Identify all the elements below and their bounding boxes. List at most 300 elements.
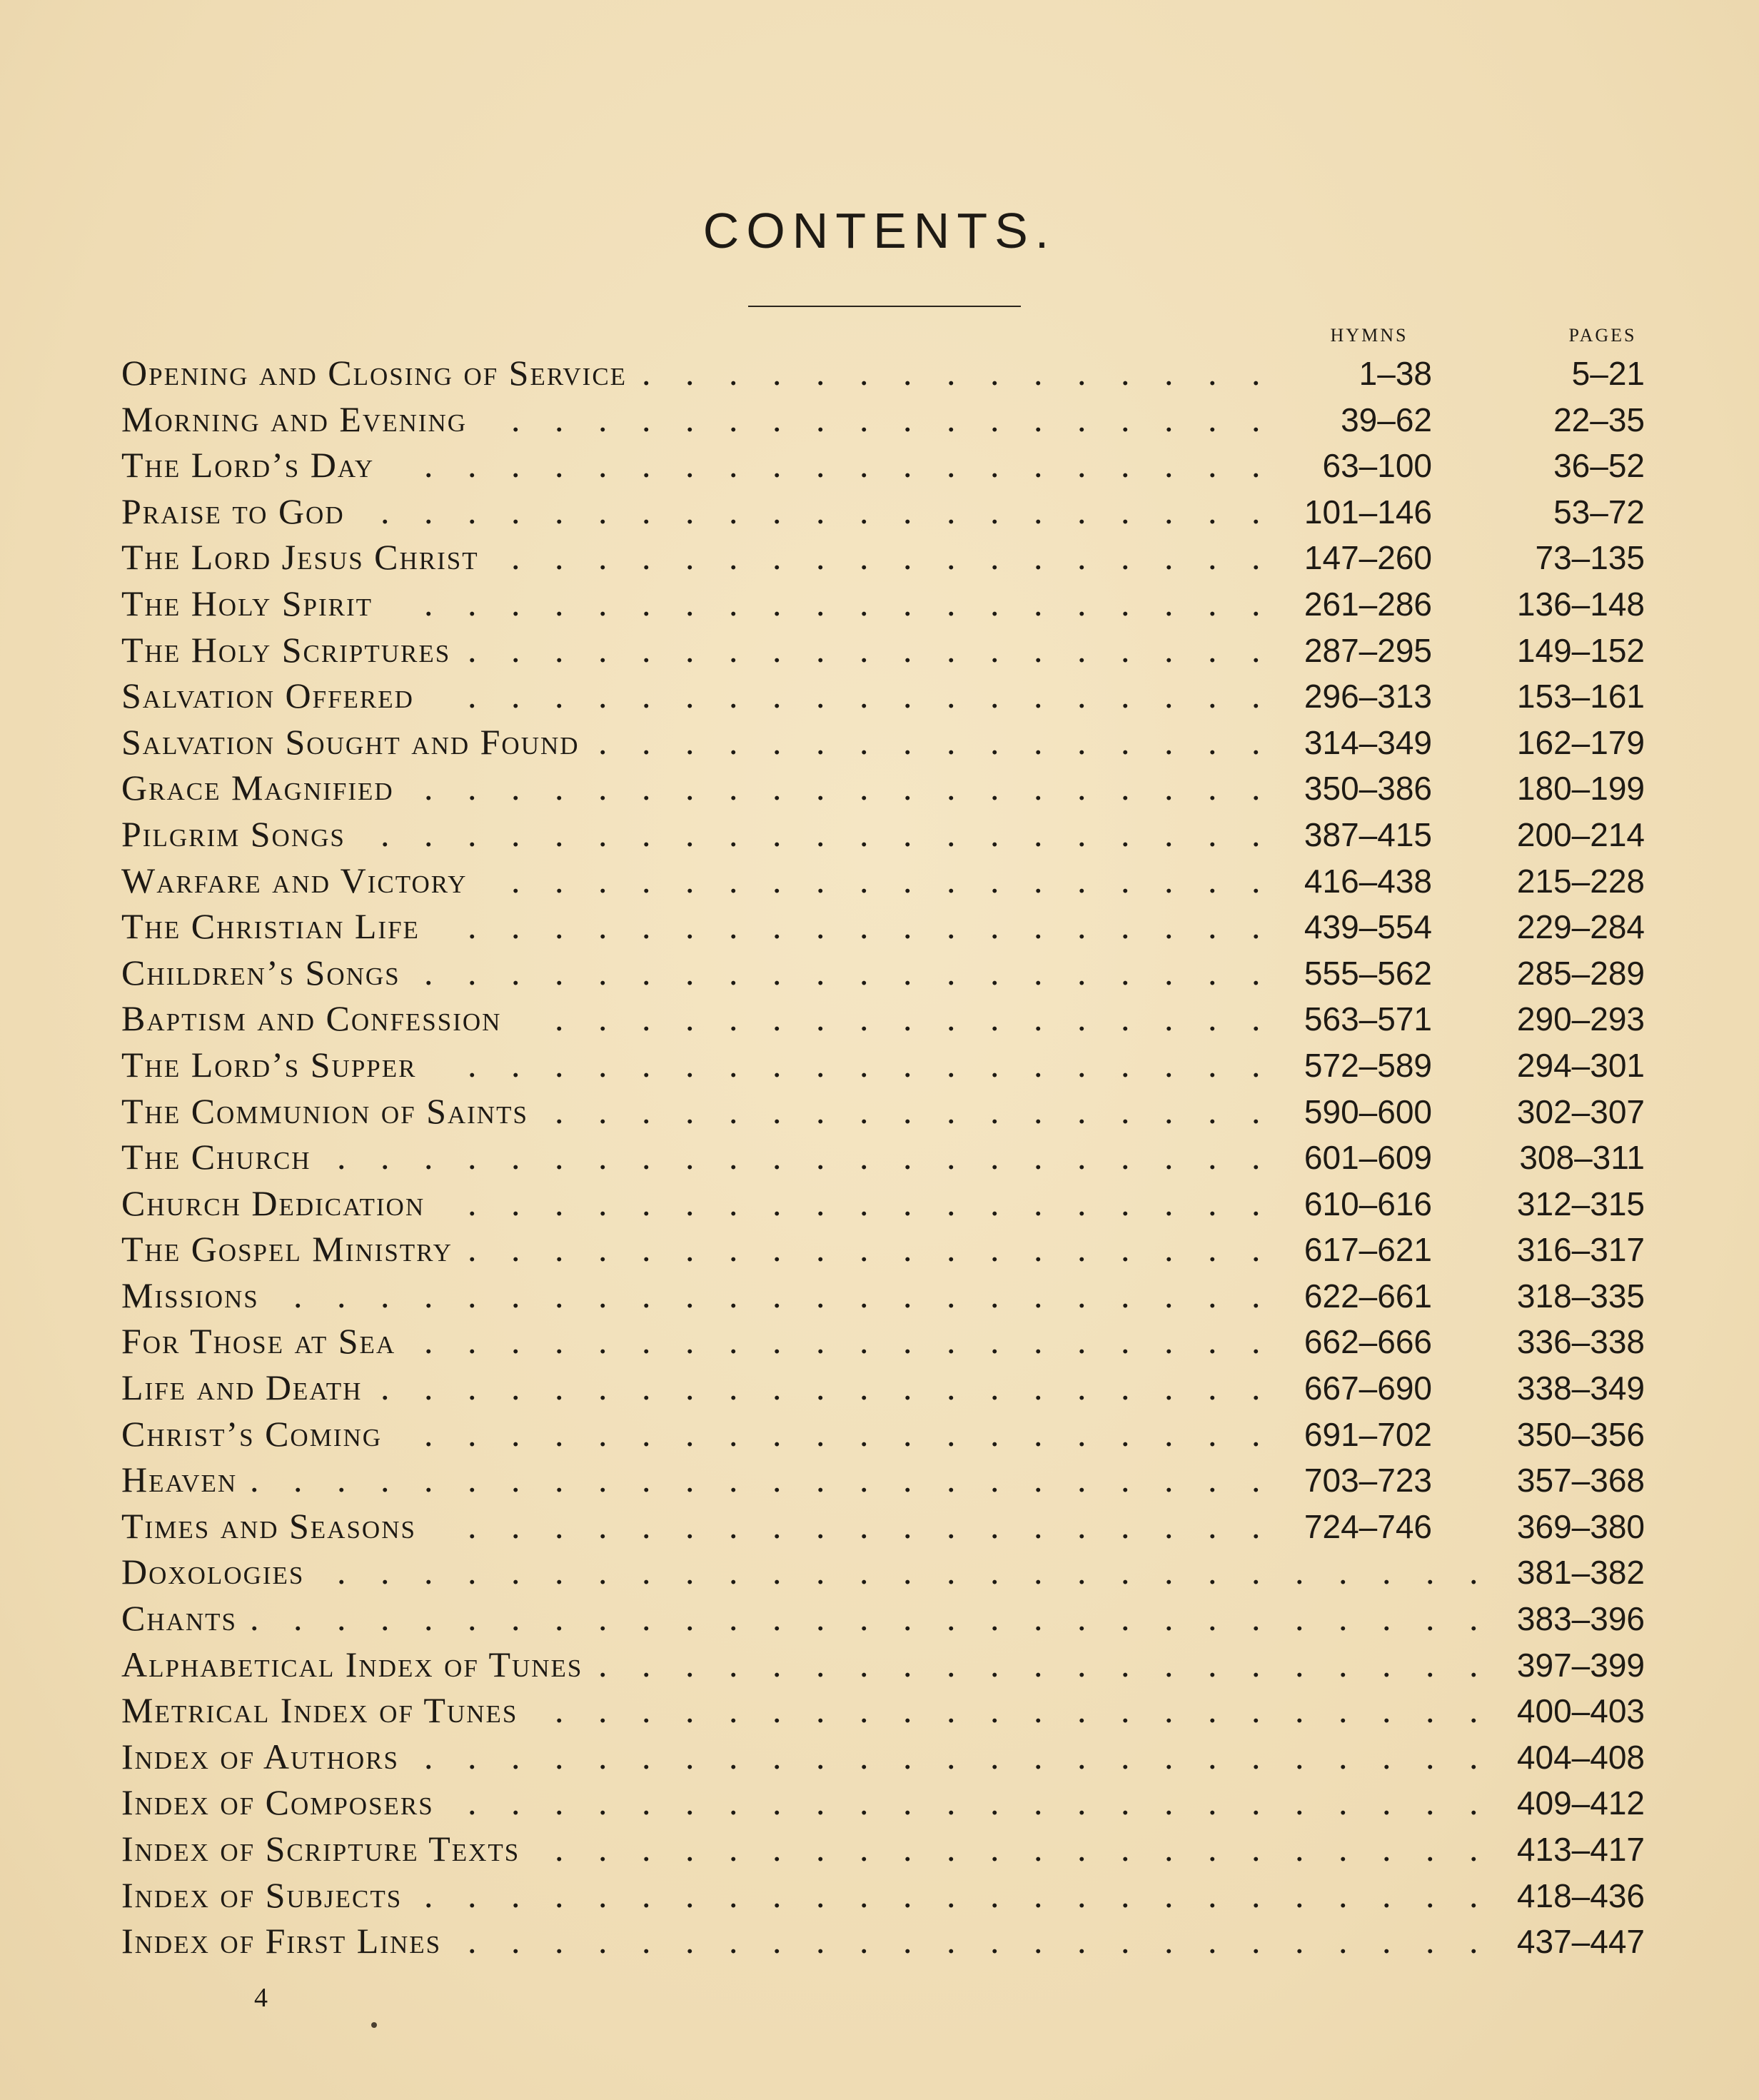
- entry-label: Missions: [121, 1275, 259, 1315]
- leader-dot: .: [947, 1829, 956, 1869]
- contents-entry: [0, 763, 1759, 810]
- leader-dot: .: [1077, 1229, 1087, 1270]
- leader-dot: .: [860, 398, 869, 439]
- leader-dot: .: [685, 998, 695, 1039]
- leader-dot: .: [729, 1598, 738, 1639]
- leader-dot: .: [1208, 1275, 1217, 1315]
- leader-dot: .: [1426, 1921, 1435, 1961]
- leader-dot: .: [772, 1321, 782, 1362]
- leader-dot: .: [816, 1413, 825, 1454]
- leader-dot: .: [1251, 952, 1261, 993]
- leader-dot: .: [1077, 1874, 1087, 1915]
- leader-dot: .: [860, 1460, 869, 1500]
- leader-dot: .: [642, 1090, 651, 1131]
- leader-dot: .: [816, 721, 825, 762]
- leader-dot: .: [772, 1782, 782, 1823]
- leader-dot: .: [1121, 813, 1130, 854]
- entry-label: The Lord’s Supper: [121, 1044, 417, 1085]
- leader-dot: .: [511, 675, 520, 716]
- contents-entry: [0, 1594, 1759, 1640]
- leader-dot: .: [1469, 1874, 1478, 1915]
- leader-dot: .: [511, 1182, 520, 1223]
- leader-dot: .: [685, 1874, 695, 1915]
- leader-dot: .: [293, 1460, 303, 1500]
- entry-label: Church Dedication: [121, 1182, 425, 1223]
- leader-dot: .: [424, 1598, 433, 1639]
- leader-dot: .: [947, 1182, 956, 1223]
- leader-dot: .: [729, 1044, 738, 1085]
- entry-hymns: 555–562: [1304, 954, 1432, 992]
- leader-dot: .: [729, 860, 738, 900]
- leader-dot: .: [1208, 1552, 1217, 1592]
- leader-dot: .: [1121, 860, 1130, 900]
- leader-dot: .: [860, 1782, 869, 1823]
- leader-dot: .: [1164, 1874, 1174, 1915]
- leader-dot: .: [468, 491, 477, 531]
- leader-dot: .: [990, 1275, 999, 1315]
- leader-dot: .: [1164, 721, 1174, 762]
- entry-hymns: 261–286: [1304, 585, 1432, 623]
- leader-dot: .: [685, 1090, 695, 1131]
- leader-dot: .: [947, 1505, 956, 1546]
- leader-dot: .: [1164, 583, 1174, 623]
- leader-dot: .: [380, 1552, 390, 1592]
- leader-dot: .: [1339, 1921, 1348, 1961]
- entry-label: For Those at Sea: [121, 1321, 396, 1362]
- leader-dot: .: [947, 1090, 956, 1131]
- leader-dot: .: [903, 1321, 912, 1362]
- contents-entry: [0, 994, 1759, 1040]
- leader-dot: .: [990, 1874, 999, 1915]
- leader-dot: .: [337, 1598, 346, 1639]
- contents-entry: [0, 1871, 1759, 1917]
- leader-dot: .: [1208, 1044, 1217, 1085]
- leader-dot: .: [903, 1413, 912, 1454]
- entry-pages: 136–148: [1516, 585, 1645, 623]
- leader-dot: .: [1077, 998, 1087, 1039]
- leader-dot: .: [685, 1137, 695, 1177]
- leader-dot: .: [772, 537, 782, 578]
- entry-pages: 308–311: [1519, 1139, 1645, 1177]
- leader-dot: .: [555, 398, 564, 439]
- leader-dot: .: [511, 1321, 520, 1362]
- leader-dot: .: [1077, 1460, 1087, 1500]
- leader-dot: .: [555, 1044, 564, 1085]
- leader-dot: .: [380, 1275, 390, 1315]
- leader-dot: .: [1034, 1552, 1043, 1592]
- leader-dot: .: [555, 998, 564, 1039]
- entry-pages: 290–293: [1516, 1000, 1645, 1038]
- leader-dot: .: [990, 721, 999, 762]
- leader-dot: .: [816, 537, 825, 578]
- leader-dot: .: [1164, 445, 1174, 486]
- leader-dot: .: [1208, 998, 1217, 1039]
- entry-hymns: 610–616: [1304, 1185, 1432, 1222]
- leader-dot: .: [1382, 1644, 1391, 1684]
- leader-dot: .: [1121, 353, 1130, 393]
- leader-dot: .: [1077, 537, 1087, 578]
- leader-dot: .: [1251, 1690, 1261, 1731]
- contents-entry: [0, 395, 1759, 441]
- leader-dot: .: [860, 675, 869, 716]
- leader-dot: .: [947, 998, 956, 1039]
- leader-dot: .: [990, 537, 999, 578]
- leader-dot: .: [990, 1321, 999, 1362]
- leader-dot: .: [555, 1505, 564, 1546]
- leader-dot: .: [468, 1182, 477, 1223]
- leader-dot: .: [1121, 1690, 1130, 1731]
- leader-dot: .: [1295, 1782, 1304, 1823]
- leader-dot: .: [642, 1321, 651, 1362]
- leader-dot: .: [1164, 768, 1174, 808]
- leader-dot: .: [772, 860, 782, 900]
- leader-dot: .: [1034, 491, 1043, 531]
- leader-dot: .: [1164, 1367, 1174, 1408]
- leader-dot: .: [424, 1275, 433, 1315]
- leader-dot: .: [511, 1505, 520, 1546]
- leader-dot: .: [1295, 1736, 1304, 1777]
- leader-dot: .: [860, 721, 869, 762]
- leader-dot: .: [729, 1736, 738, 1777]
- leader-dot: .: [947, 768, 956, 808]
- leader-dot: .: [816, 445, 825, 486]
- leader-dot: .: [947, 1598, 956, 1639]
- leader-dot: .: [1251, 1782, 1261, 1823]
- leader-dot: .: [1034, 1137, 1043, 1177]
- leader-dot: .: [903, 353, 912, 393]
- leader-dot: .: [1208, 398, 1217, 439]
- leader-dot: .: [1121, 998, 1130, 1039]
- leader-dot: .: [860, 1367, 869, 1408]
- leader-dot: .: [1382, 1829, 1391, 1869]
- leader-dot: .: [816, 1044, 825, 1085]
- leader-dot: .: [1164, 906, 1174, 947]
- leader-dot: .: [511, 1552, 520, 1592]
- leader-dot: .: [1208, 721, 1217, 762]
- leader-dot: .: [990, 629, 999, 670]
- leader-dot: .: [642, 1552, 651, 1592]
- leader-dot: .: [1034, 1782, 1043, 1823]
- leader-dot: .: [729, 445, 738, 486]
- entry-label: Salvation Sought and Found: [121, 721, 580, 762]
- leader-dot: .: [1121, 1090, 1130, 1131]
- leader-dot: .: [1034, 629, 1043, 670]
- leader-dot: .: [772, 1874, 782, 1915]
- leader-dot: .: [555, 1460, 564, 1500]
- leader-dot: .: [772, 1690, 782, 1731]
- leader-dot: .: [947, 906, 956, 947]
- leader-dot: .: [729, 537, 738, 578]
- leader-dot: .: [860, 1829, 869, 1869]
- leader-dot: .: [1251, 998, 1261, 1039]
- leader-dot: .: [1034, 1321, 1043, 1362]
- leader-dot: .: [1121, 721, 1130, 762]
- leader-dot: .: [729, 1829, 738, 1869]
- leader-dot: .: [860, 1229, 869, 1270]
- leader-dot: .: [860, 1690, 869, 1731]
- leader-dot: .: [729, 1874, 738, 1915]
- leader-dot: .: [1034, 537, 1043, 578]
- leader-dot: .: [511, 537, 520, 578]
- leader-dot: .: [1208, 1460, 1217, 1500]
- contents-entry: [0, 1410, 1759, 1456]
- leader-dot: .: [468, 583, 477, 623]
- leader-dot: .: [468, 1921, 477, 1961]
- entry-hymns: 617–621: [1304, 1231, 1432, 1269]
- leader-dot: .: [555, 1736, 564, 1777]
- leader-dot: .: [903, 1552, 912, 1592]
- leader-dot: .: [990, 952, 999, 993]
- leader-dot: .: [685, 445, 695, 486]
- leader-dot: .: [990, 768, 999, 808]
- leader-dot: .: [424, 445, 433, 486]
- leader-dot: .: [1034, 1505, 1043, 1546]
- contents-entry: [0, 1225, 1759, 1271]
- leader-dot: .: [1121, 1782, 1130, 1823]
- leader-dot: .: [1469, 1736, 1478, 1777]
- leader-dot: .: [685, 1598, 695, 1639]
- leader-dot: .: [860, 1044, 869, 1085]
- leader-dot: .: [1208, 952, 1217, 993]
- leader-dot: .: [903, 1598, 912, 1639]
- leader-dot: .: [468, 1229, 477, 1270]
- leader-dot: .: [990, 1644, 999, 1684]
- leader-dot: .: [337, 1275, 346, 1315]
- leader-dot: .: [293, 1275, 303, 1315]
- title-rule: [748, 306, 1021, 307]
- leader-dot: .: [1077, 353, 1087, 393]
- leader-dot: .: [685, 629, 695, 670]
- leader-dot: .: [1077, 629, 1087, 670]
- leader-dot: .: [860, 583, 869, 623]
- leader-dot: .: [772, 675, 782, 716]
- leader-dot: .: [1077, 1598, 1087, 1639]
- leader-dot: .: [1034, 1229, 1043, 1270]
- leader-dot: .: [598, 675, 608, 716]
- leader-dot: .: [947, 1137, 956, 1177]
- leader-dot: .: [1251, 1552, 1261, 1592]
- leader-dot: .: [337, 1460, 346, 1500]
- leader-dot: .: [1121, 583, 1130, 623]
- entry-hymns: 147–260: [1304, 539, 1432, 577]
- leader-dot: .: [511, 1460, 520, 1500]
- leader-dot: .: [685, 353, 695, 393]
- leader-dot: .: [642, 1736, 651, 1777]
- leader-dot: .: [816, 860, 825, 900]
- leader-dot: .: [555, 583, 564, 623]
- leader-dot: .: [685, 1460, 695, 1500]
- leader-dot: .: [1251, 1736, 1261, 1777]
- contents-entry: [0, 1271, 1759, 1317]
- leader-dot: .: [816, 1137, 825, 1177]
- leader-dot: .: [250, 1598, 259, 1639]
- leader-dot: .: [1121, 1736, 1130, 1777]
- leader-dot: .: [511, 583, 520, 623]
- leader-dot: .: [816, 1690, 825, 1731]
- leader-dot: .: [555, 445, 564, 486]
- contents-entry: [0, 1455, 1759, 1502]
- leader-dot: .: [729, 1090, 738, 1131]
- leader-dot: .: [1251, 768, 1261, 808]
- leader-dot: .: [903, 860, 912, 900]
- leader-dot: .: [903, 445, 912, 486]
- entry-pages: 381–382: [1516, 1554, 1645, 1592]
- leader-dot: .: [729, 353, 738, 393]
- leader-dot: .: [511, 445, 520, 486]
- leader-dot: .: [598, 629, 608, 670]
- leader-dot: .: [642, 1367, 651, 1408]
- leader-dot: .: [1208, 583, 1217, 623]
- leader-dot: .: [1208, 1690, 1217, 1731]
- leader-dot: .: [511, 1782, 520, 1823]
- leader-dot: .: [990, 353, 999, 393]
- entry-pages: 357–368: [1516, 1462, 1645, 1499]
- leader-dot: .: [685, 1321, 695, 1362]
- leader-dot: .: [772, 629, 782, 670]
- leader-dot: .: [1164, 998, 1174, 1039]
- contents-entry: [0, 1132, 1759, 1179]
- leader-dot: .: [990, 1736, 999, 1777]
- leader-dot: .: [598, 1782, 608, 1823]
- leader-dot: .: [1077, 1413, 1087, 1454]
- leader-dot: .: [860, 860, 869, 900]
- leader-dot: .: [1251, 1829, 1261, 1869]
- leader-dot: .: [1121, 1829, 1130, 1869]
- entry-hymns: 63–100: [1322, 447, 1432, 485]
- leader-dot: .: [1295, 1921, 1304, 1961]
- leader-dot: .: [642, 1921, 651, 1961]
- leader-dot: .: [1121, 1367, 1130, 1408]
- leader-dot: .: [990, 1229, 999, 1270]
- leader-dot: .: [642, 675, 651, 716]
- leader-dot: .: [1077, 1552, 1087, 1592]
- leader-dot: .: [990, 998, 999, 1039]
- leader-dot: .: [1034, 721, 1043, 762]
- leader-dot: .: [772, 1598, 782, 1639]
- leader-dot: .: [685, 768, 695, 808]
- leader-dot: .: [947, 1275, 956, 1315]
- leader-dot: .: [816, 353, 825, 393]
- leader-dot: .: [1339, 1736, 1348, 1777]
- entry-pages: 153–161: [1516, 678, 1645, 715]
- leader-dot: .: [816, 1736, 825, 1777]
- entry-label: Baptism and Confession: [121, 998, 502, 1039]
- leader-dot: .: [903, 1505, 912, 1546]
- leader-dot: .: [860, 998, 869, 1039]
- leader-dot: .: [1208, 768, 1217, 808]
- leader-dot: .: [1251, 1505, 1261, 1546]
- leader-dot: .: [860, 1413, 869, 1454]
- leader-dot: .: [685, 1552, 695, 1592]
- leader-dot: .: [1077, 1367, 1087, 1408]
- leader-dot: .: [1208, 1921, 1217, 1961]
- entry-label: Doxologies: [121, 1552, 305, 1592]
- leader-dot: .: [1077, 1505, 1087, 1546]
- leader-dot: .: [642, 1782, 651, 1823]
- leader-dot: .: [860, 1182, 869, 1223]
- entry-label: The Gospel Ministry: [121, 1229, 453, 1270]
- leader-dot: .: [860, 1137, 869, 1177]
- leader-dot: .: [1034, 583, 1043, 623]
- leader-dot: .: [1034, 353, 1043, 393]
- leader-dot: .: [468, 1736, 477, 1777]
- leader-dot: .: [1077, 813, 1087, 854]
- leader-dot: .: [860, 1505, 869, 1546]
- leader-dot: .: [598, 1552, 608, 1592]
- leader-dot: .: [816, 1229, 825, 1270]
- leader-dot: .: [250, 1460, 259, 1500]
- leader-dot: .: [903, 1874, 912, 1915]
- leader-dot: .: [380, 813, 390, 854]
- leader-dot: .: [816, 906, 825, 947]
- leader-dot: .: [685, 952, 695, 993]
- leader-dot: .: [947, 1644, 956, 1684]
- leader-dot: .: [1034, 675, 1043, 716]
- leader-dot: .: [598, 1460, 608, 1500]
- leader-dot: .: [903, 675, 912, 716]
- leader-dot: .: [1426, 1552, 1435, 1592]
- leader-dot: .: [1251, 1367, 1261, 1408]
- leader-dot: .: [1164, 1321, 1174, 1362]
- entry-hymns: 622–661: [1304, 1277, 1432, 1315]
- leader-dot: .: [598, 1921, 608, 1961]
- leader-dot: .: [1164, 1182, 1174, 1223]
- leader-dot: .: [1164, 491, 1174, 531]
- contents-entry: [0, 626, 1759, 672]
- leader-dot: .: [860, 1552, 869, 1592]
- leader-dot: .: [337, 1552, 346, 1592]
- leader-dot: .: [860, 629, 869, 670]
- leader-dot: .: [1034, 445, 1043, 486]
- leader-dot: .: [1077, 1690, 1087, 1731]
- leader-dot: .: [1121, 629, 1130, 670]
- entry-pages: 318–335: [1516, 1277, 1645, 1315]
- leader-dot: .: [947, 1690, 956, 1731]
- entry-label: Metrical Index of Tunes: [121, 1690, 518, 1731]
- entry-hymns: 563–571: [1304, 1000, 1432, 1038]
- leader-dot: .: [1251, 675, 1261, 716]
- entry-pages: 383–396: [1516, 1600, 1645, 1638]
- leader-dot: .: [1251, 906, 1261, 947]
- leader-dot: .: [772, 906, 782, 947]
- leader-dot: .: [598, 1505, 608, 1546]
- leader-dot: .: [1164, 1921, 1174, 1961]
- leader-dot: .: [947, 1321, 956, 1362]
- leader-dot: .: [947, 721, 956, 762]
- entry-label: Index of Subjects: [121, 1874, 403, 1915]
- leader-dot: .: [642, 583, 651, 623]
- leader-dot: .: [1469, 1552, 1478, 1592]
- leader-dot: .: [729, 491, 738, 531]
- leader-dot: .: [1208, 1505, 1217, 1546]
- contents-entry: [0, 1778, 1759, 1824]
- leader-dot: .: [772, 1460, 782, 1500]
- leader-dot: .: [947, 860, 956, 900]
- leader-dot: .: [1251, 583, 1261, 623]
- leader-dot: .: [990, 860, 999, 900]
- leader-dot: .: [816, 1644, 825, 1684]
- leader-dot: .: [1382, 1552, 1391, 1592]
- leader-dot: .: [903, 906, 912, 947]
- leader-dot: .: [1208, 353, 1217, 393]
- leader-dot: .: [903, 1137, 912, 1177]
- leader-dot: .: [511, 1598, 520, 1639]
- leader-dot: .: [424, 813, 433, 854]
- leader-dot: .: [555, 537, 564, 578]
- leader-dot: .: [685, 1690, 695, 1731]
- leader-dot: .: [511, 1367, 520, 1408]
- leader-dot: .: [555, 629, 564, 670]
